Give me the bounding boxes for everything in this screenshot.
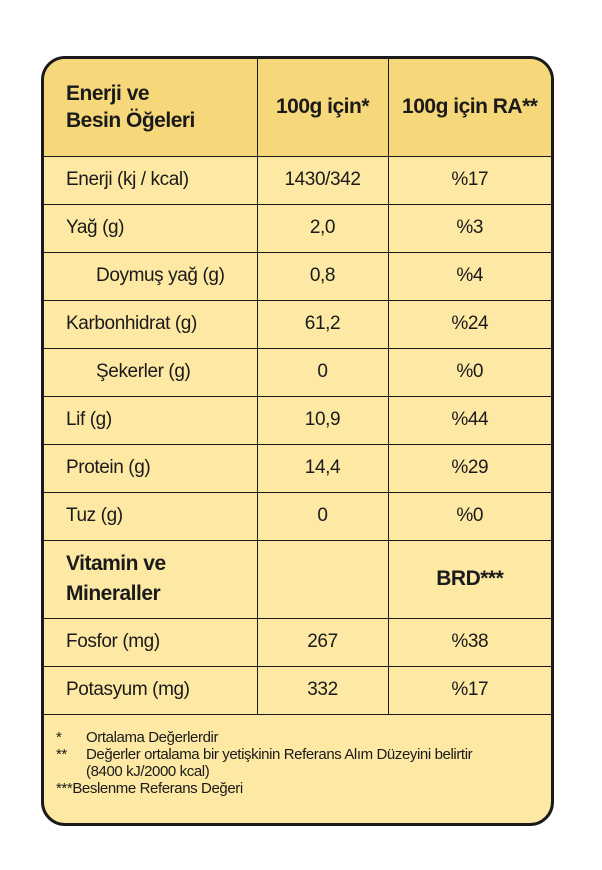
row-ra: %24 <box>388 300 551 348</box>
footnote-text: Ortalama Değerlerdir <box>86 728 219 746</box>
table-row-protein <box>44 444 551 492</box>
row-label: Yağ (g) <box>44 204 257 252</box>
header-per-100g: 100g için* <box>257 59 388 156</box>
footnote-text-line1: Değerler ortalama bir yetişkinin Referans Alım Düzeyini belirtir <box>86 745 473 763</box>
header-nutrients-line1: Enerji ve <box>66 82 150 106</box>
footnote-mark: *** <box>56 779 73 797</box>
vitamins-label <box>44 540 257 618</box>
row-ra: %0 <box>388 348 551 396</box>
header-nutrients <box>44 59 257 156</box>
table-row-energy <box>44 156 551 204</box>
row-value: 267 <box>257 618 388 666</box>
footnote-mark: ** <box>56 745 67 763</box>
table-row-carbohydrate <box>44 300 551 348</box>
row-label: Tuz (g) <box>44 492 257 540</box>
table-row-potassium <box>44 666 551 714</box>
table-header-row <box>44 59 551 156</box>
footnote-text: Beslenme Referans Değeri <box>72 779 243 797</box>
row-ra: %3 <box>388 204 551 252</box>
row-value: 61,2 <box>257 300 388 348</box>
row-label: Fosfor (mg) <box>44 618 257 666</box>
nutrition-facts-card <box>41 56 554 826</box>
row-ra: %38 <box>388 618 551 666</box>
vitamins-label-line1: Vitamin ve <box>66 552 166 575</box>
footnote-2 <box>56 746 543 780</box>
footnote-text <box>86 746 472 780</box>
row-label: Protein (g) <box>44 444 257 492</box>
row-label: Şekerler (g) <box>44 348 257 396</box>
vitamins-brd-header: BRD*** <box>388 540 551 618</box>
vitamins-empty-cell <box>257 540 388 618</box>
footnotes <box>44 715 551 797</box>
footnote-3 <box>56 780 543 797</box>
row-label: Potasyum (mg) <box>44 666 257 714</box>
table-row-phosphorus <box>44 618 551 666</box>
footnote-mark: * <box>56 728 62 746</box>
footnote-text-line2: (8400 kJ/2000 kcal) <box>86 762 210 780</box>
row-value: 1430/342 <box>257 156 388 204</box>
footnote-1 <box>56 729 543 746</box>
table-row-saturated-fat <box>44 252 551 300</box>
table-row-fiber <box>44 396 551 444</box>
row-value: 2,0 <box>257 204 388 252</box>
header-per-100g-ra: 100g için RA** <box>388 59 551 156</box>
vitamins-header-row <box>44 540 551 618</box>
header-nutrients-line2: Besin Öğeleri <box>66 109 195 133</box>
table-row-fat <box>44 204 551 252</box>
row-label: Doymuş yağ (g) <box>44 252 257 300</box>
row-value: 0,8 <box>257 252 388 300</box>
row-value: 14,4 <box>257 444 388 492</box>
row-ra: %0 <box>388 492 551 540</box>
row-value: 10,9 <box>257 396 388 444</box>
nutrition-table <box>44 59 551 715</box>
vitamins-label-line2: Mineraller <box>66 582 161 605</box>
row-value: 0 <box>257 348 388 396</box>
row-label: Lif (g) <box>44 396 257 444</box>
row-value: 332 <box>257 666 388 714</box>
row-ra: %17 <box>388 666 551 714</box>
table-row-salt <box>44 492 551 540</box>
row-ra: %17 <box>388 156 551 204</box>
table-row-sugars <box>44 348 551 396</box>
row-ra: %44 <box>388 396 551 444</box>
row-label: Karbonhidrat (g) <box>44 300 257 348</box>
row-ra: %29 <box>388 444 551 492</box>
row-ra: %4 <box>388 252 551 300</box>
row-label: Enerji (kj / kcal) <box>44 156 257 204</box>
row-value: 0 <box>257 492 388 540</box>
